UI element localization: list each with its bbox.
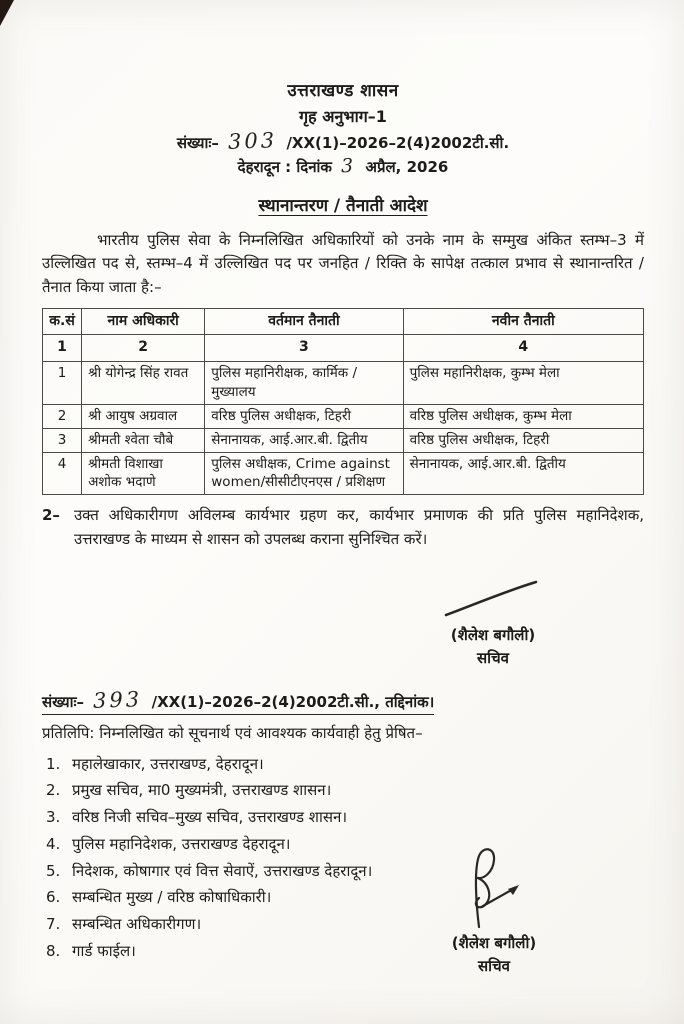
officer-name: श्री आयुष अग्रवाल xyxy=(82,404,205,428)
table-header-row xyxy=(43,308,644,335)
officer-name: श्रीमती विशाखा अशोक भदाणे xyxy=(82,452,205,495)
col-number-2: 2 xyxy=(82,335,205,362)
officer-name: श्रीमती श्वेता चौबे xyxy=(82,428,205,452)
signature-flourish-icon xyxy=(449,843,539,931)
recipient-item: महालेखाकार, उत्तराखण्ड, देहरादून। xyxy=(72,754,264,773)
col-header-officer-name: नाम अधिकारी xyxy=(82,308,205,335)
recipient-item: पुलिस महानिदेशक, उत्तराखण्ड देहरादून। xyxy=(72,834,291,853)
signature-block-bottom xyxy=(404,843,584,976)
current-posting: पुलिस अधीक्षक, Crime against women/सीसीटीएनएस / प्रशिक्षण xyxy=(205,452,403,495)
place-date-line xyxy=(42,154,644,178)
order-number-rest: /XX(1)–2026–2(4)2002टी.सी. xyxy=(286,134,510,152)
col-number-1: 1 xyxy=(43,335,82,362)
new-posting: वरिष्ठ पुलिस अधीक्षक, कुम्भ मेला xyxy=(403,404,643,428)
recipient-item: निदेशक, कोषागार एवं वित्त सेवाऐं, उत्तराखण्ड देहरादून। xyxy=(72,861,373,880)
signature-stroke-icon xyxy=(438,577,548,619)
government-name: उत्तराखण्ड शासन xyxy=(287,81,399,101)
officer-name: श्री योगेन्द्र सिंह रावत xyxy=(82,361,205,404)
clause-2 xyxy=(42,504,644,551)
recipient-item: सम्बन्धित अधिकारीगण। xyxy=(72,914,202,933)
signatory-name: (शैलेश बगौली) xyxy=(451,934,537,952)
clause-2-text: उक्त अधिकारीगण अविलम्ब कार्यभार ग्रहण कर, कार्यभार प्रमाणक की प्रति पुलिस महानिदेशक, उत्तराखण्ड के माध्यम से शासन को उपलब्ध कराना सुनिश्चित करें। xyxy=(73,506,644,548)
opening-paragraph: भारतीय पुलिस सेवा के निम्नलिखित अधिकारियों को उनके नाम के सम्मुख अंकित स्तम्भ–3 में उल्लिखित पद से, स्तम्भ–4 में उल्लिखित पद पर जनहित / रिक्ति के सापेक्ष तत्काल प्रभाव से स्थानान्तरित / तैनात किया जाता है:– xyxy=(42,231,644,296)
row-sno: 1 xyxy=(43,361,82,404)
recipient-item: प्रमुख सचिव, मा0 मुख्यमंत्री, उत्तराखण्ड शासन। xyxy=(72,781,332,800)
current-posting: सेनानायक, आई.आर.बी. द्वितीय xyxy=(205,428,403,452)
new-posting: सेनानायक, आई.आर.बी. द्वितीय xyxy=(403,452,643,495)
endorsement-number-line xyxy=(42,686,435,715)
order-number-handwritten: 303 xyxy=(227,128,278,154)
endorsement-number-prefix: संख्याः– xyxy=(42,692,85,711)
date-rest: अप्रैल, 2026 xyxy=(365,158,449,176)
col-header-new-posting: नवीन तैनाती xyxy=(403,308,643,335)
table-row xyxy=(43,404,644,428)
clause-2-number: 2– xyxy=(42,506,60,525)
copy-forwarding-line: प्रतिलिपि: निम्नलिखित को सूचनार्थ एवं आवश्यक कार्यवाही हेतु प्रेषित– xyxy=(42,723,423,742)
signatory-designation: सचिव xyxy=(478,957,510,975)
current-posting: पुलिस महानिरीक्षक, कार्मिक / मुख्यालय xyxy=(205,361,403,404)
scan-corner-artifact xyxy=(0,0,14,26)
current-posting: वरिष्ठ पुलिस अधीक्षक, टिहरी xyxy=(205,404,403,428)
new-posting: वरिष्ठ पुलिस अधीक्षक, टिहरी xyxy=(403,428,643,452)
new-posting: पुलिस महानिरीक्षक, कुम्भ मेला xyxy=(403,361,643,404)
table-row xyxy=(43,428,644,452)
endorsement-number-handwritten: 393 xyxy=(92,686,143,713)
col-header-current-posting: वर्तमान तैनाती xyxy=(205,308,403,335)
recipient-item: वरिष्ठ निजी सचिव–मुख्य सचिव, उत्तराखण्ड शासन। xyxy=(72,808,348,827)
transfer-order-table xyxy=(42,308,644,496)
col-number-4: 4 xyxy=(403,335,643,362)
col-header-sno: क.सं xyxy=(43,308,82,335)
place-date-prefix: देहरादून : दिनांक xyxy=(237,158,332,176)
order-number-line xyxy=(42,128,644,154)
row-sno: 3 xyxy=(43,428,82,452)
row-sno: 2 xyxy=(43,404,82,428)
date-handwritten: 3 xyxy=(340,154,357,178)
table-row xyxy=(43,452,644,495)
department-section: गृह अनुभाग–1 xyxy=(299,107,387,126)
document-title: स्थानान्तरण / तैनाती आदेश xyxy=(258,196,428,216)
col-number-3: 3 xyxy=(205,335,403,362)
signature-block-top xyxy=(408,577,578,668)
signatory-name: (शैलेश बगौली) xyxy=(450,625,536,644)
row-sno: 4 xyxy=(43,452,82,495)
recipient-item: गार्ड फाईल। xyxy=(72,941,136,960)
endorsement-number-rest: /XX(1)–2026–2(4)2002टी.सी., तद्दिनांक। xyxy=(151,692,435,711)
recipient-item: सम्बन्धित मुख्य / वरिष्ठ कोषाधिकारी। xyxy=(72,888,272,907)
table-column-number-row xyxy=(43,335,644,362)
order-number-prefix: संख्याः– xyxy=(176,134,219,152)
table-row xyxy=(43,361,644,404)
signatory-designation: सचिव xyxy=(477,648,509,667)
